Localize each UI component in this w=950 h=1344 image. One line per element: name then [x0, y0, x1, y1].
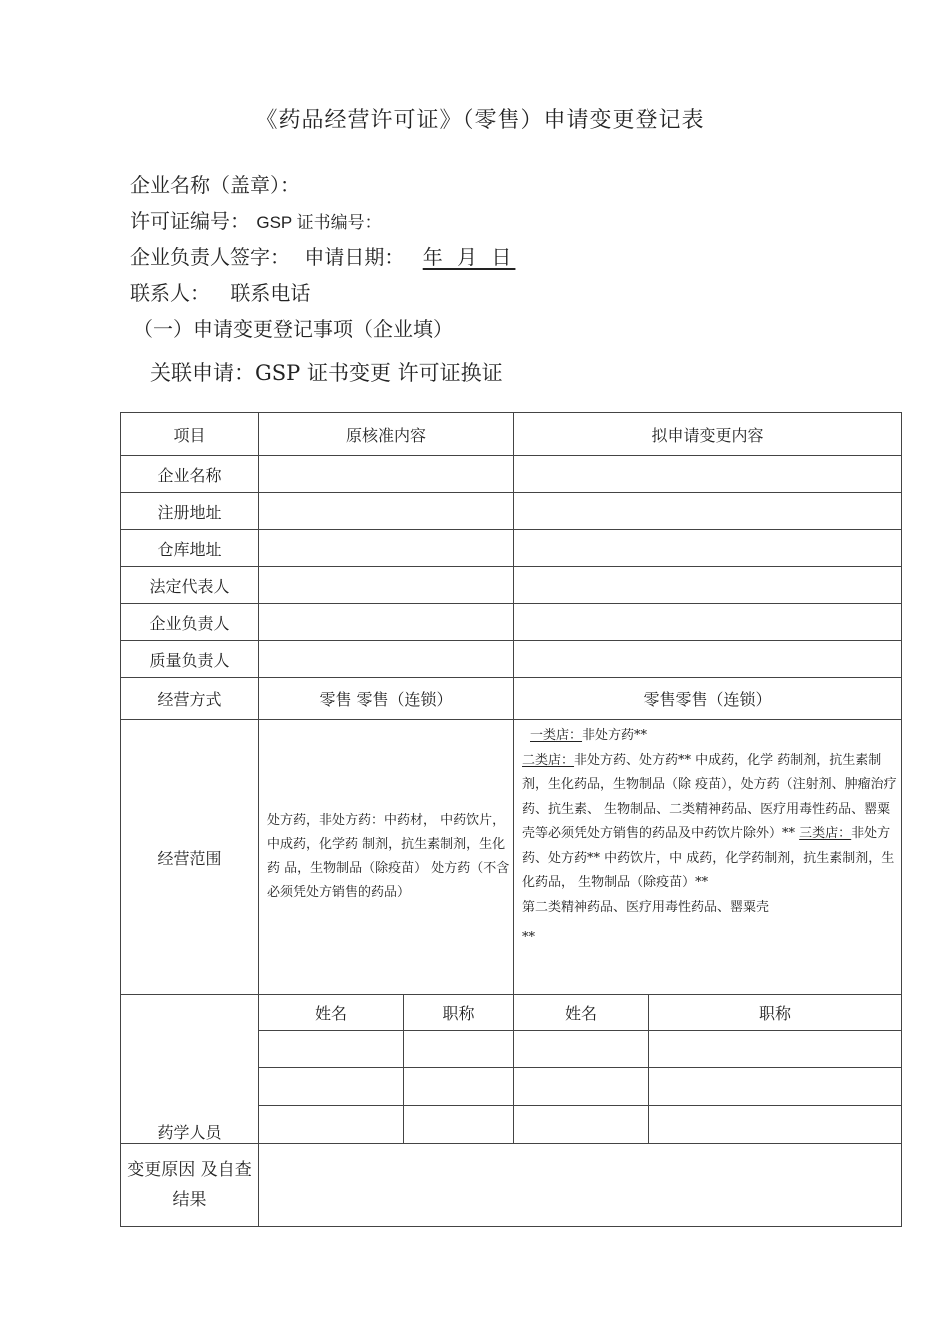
company-name-label: 企业名称（盖章）： [130, 173, 300, 197]
company-name-line [130, 169, 300, 198]
reason-label: 变更原因 及自查结果 [121, 1144, 259, 1227]
row-label: 法定代表人 [121, 567, 259, 604]
scope-extra-mark: ** [522, 930, 536, 945]
name-header: 姓名 [514, 995, 649, 1031]
table-row [121, 530, 902, 567]
name-header: 姓名 [259, 995, 404, 1031]
pharm-title-cell[interactable] [649, 1068, 902, 1106]
class2-label: 二类店： [522, 752, 575, 768]
title-header: 职称 [404, 995, 514, 1031]
mode-label: 经营方式 [121, 678, 259, 720]
original-cell[interactable] [259, 641, 514, 678]
new-cell[interactable] [514, 530, 902, 567]
row-label: 企业负责人 [121, 604, 259, 641]
title-header: 职称 [649, 995, 902, 1031]
apply-date-label: 申请日期： [304, 245, 405, 269]
section-title: （一）申请变更登记事项（企业填） [133, 317, 453, 341]
reason-cell[interactable] [259, 1144, 902, 1227]
pharm-title-cell[interactable] [404, 1031, 514, 1068]
date-value: 年 月 日 [422, 245, 516, 269]
row-label: 企业名称 [121, 456, 259, 493]
mode-original: 零售 零售（连锁） [259, 678, 514, 720]
class1-text: 非处方药** [582, 728, 648, 743]
pharm-name-cell[interactable] [259, 1106, 404, 1144]
original-cell[interactable] [259, 567, 514, 604]
form-title: 《药品经营许可证》（零售）申请变更登记表 [255, 108, 705, 133]
sign-line [130, 241, 515, 270]
header-item: 项目 [121, 413, 259, 456]
reason-row [121, 1144, 902, 1227]
header-new: 拟申请变更内容 [514, 413, 902, 456]
new-cell[interactable] [514, 604, 902, 641]
class3-label: 三类店： [799, 826, 852, 841]
pharm-name-cell[interactable] [259, 1068, 404, 1106]
row-label: 注册地址 [121, 493, 259, 530]
contact-label: 联系人： [130, 281, 210, 305]
row-label: 仓库地址 [121, 530, 259, 567]
new-cell[interactable] [514, 456, 902, 493]
pharm-label: 药学人员 [121, 995, 259, 1144]
original-cell[interactable] [259, 604, 514, 641]
head-sign-label: 企业负责人签字： [130, 245, 290, 269]
pharm-name-cell[interactable] [514, 1031, 649, 1068]
new-cell[interactable] [514, 641, 902, 678]
pharm-title-cell[interactable] [649, 1031, 902, 1068]
class3-text: 非处方药、处方药** 中药饮片，中 成药，化学药制剂，抗生素制剂，生化药品， 生物制品（除疫苗）** [522, 826, 895, 890]
table-row [121, 604, 902, 641]
scope-original: 处方药，非处方药：中药材， 中药饮片，中成药，化学药 制剂，抗生素制剂，生化药 品，生物制品（除疫苗） 处方药（不含必须凭处方销售的药品） [259, 720, 514, 995]
pharm-title-cell[interactable] [404, 1068, 514, 1106]
contact-line [130, 277, 310, 306]
pharm-title-cell[interactable] [404, 1106, 514, 1144]
pharm-header-row [121, 995, 902, 1031]
license-no-label: 许可证编号： [130, 209, 250, 233]
table-row [121, 567, 902, 604]
original-cell[interactable] [259, 456, 514, 493]
new-cell[interactable] [514, 567, 902, 604]
class1-label: 一类店： [530, 728, 583, 743]
related-application: 关联申请：GSP 证书变更 许可证换证 [150, 361, 503, 385]
change-register-table [120, 412, 902, 1227]
new-cell[interactable] [514, 493, 902, 530]
scope-row [121, 720, 902, 995]
phone-label: 联系电话 [230, 281, 311, 305]
table-row [121, 641, 902, 678]
row-label: 质量负责人 [121, 641, 259, 678]
original-cell[interactable] [259, 493, 514, 530]
table-row [121, 456, 902, 493]
header-original: 原核准内容 [259, 413, 514, 456]
pharm-name-cell[interactable] [514, 1106, 649, 1144]
mode-new: 零售零售（连锁） [514, 678, 902, 720]
original-cell[interactable] [259, 530, 514, 567]
mode-row [121, 678, 902, 720]
scope-extra: 第二类精神药品、医疗用毒性药品、罂粟壳 [522, 899, 770, 915]
class2-text: 非处方药、处方药** 中成药，化学 药制剂，抗生素制剂，生化药品，生物制品（除 疫苗），处方药（注射剂、肿瘤治疗药、抗生素、 生物制品、二类精神药品、医疗用毒性药品、罂粟 壳等必须凭处方销售的药品及中药饮片除外）** [522, 752, 897, 841]
pharm-name-cell[interactable] [259, 1031, 404, 1068]
pharm-title-cell[interactable] [649, 1106, 902, 1144]
scope-new [514, 720, 902, 995]
pharm-name-cell[interactable] [514, 1068, 649, 1106]
gsp-no-label: GSP 证书编号： [256, 213, 382, 232]
scope-label: 经营范围 [121, 720, 259, 995]
license-line [130, 205, 382, 234]
table-row [121, 493, 902, 530]
table-header-row [121, 413, 902, 456]
